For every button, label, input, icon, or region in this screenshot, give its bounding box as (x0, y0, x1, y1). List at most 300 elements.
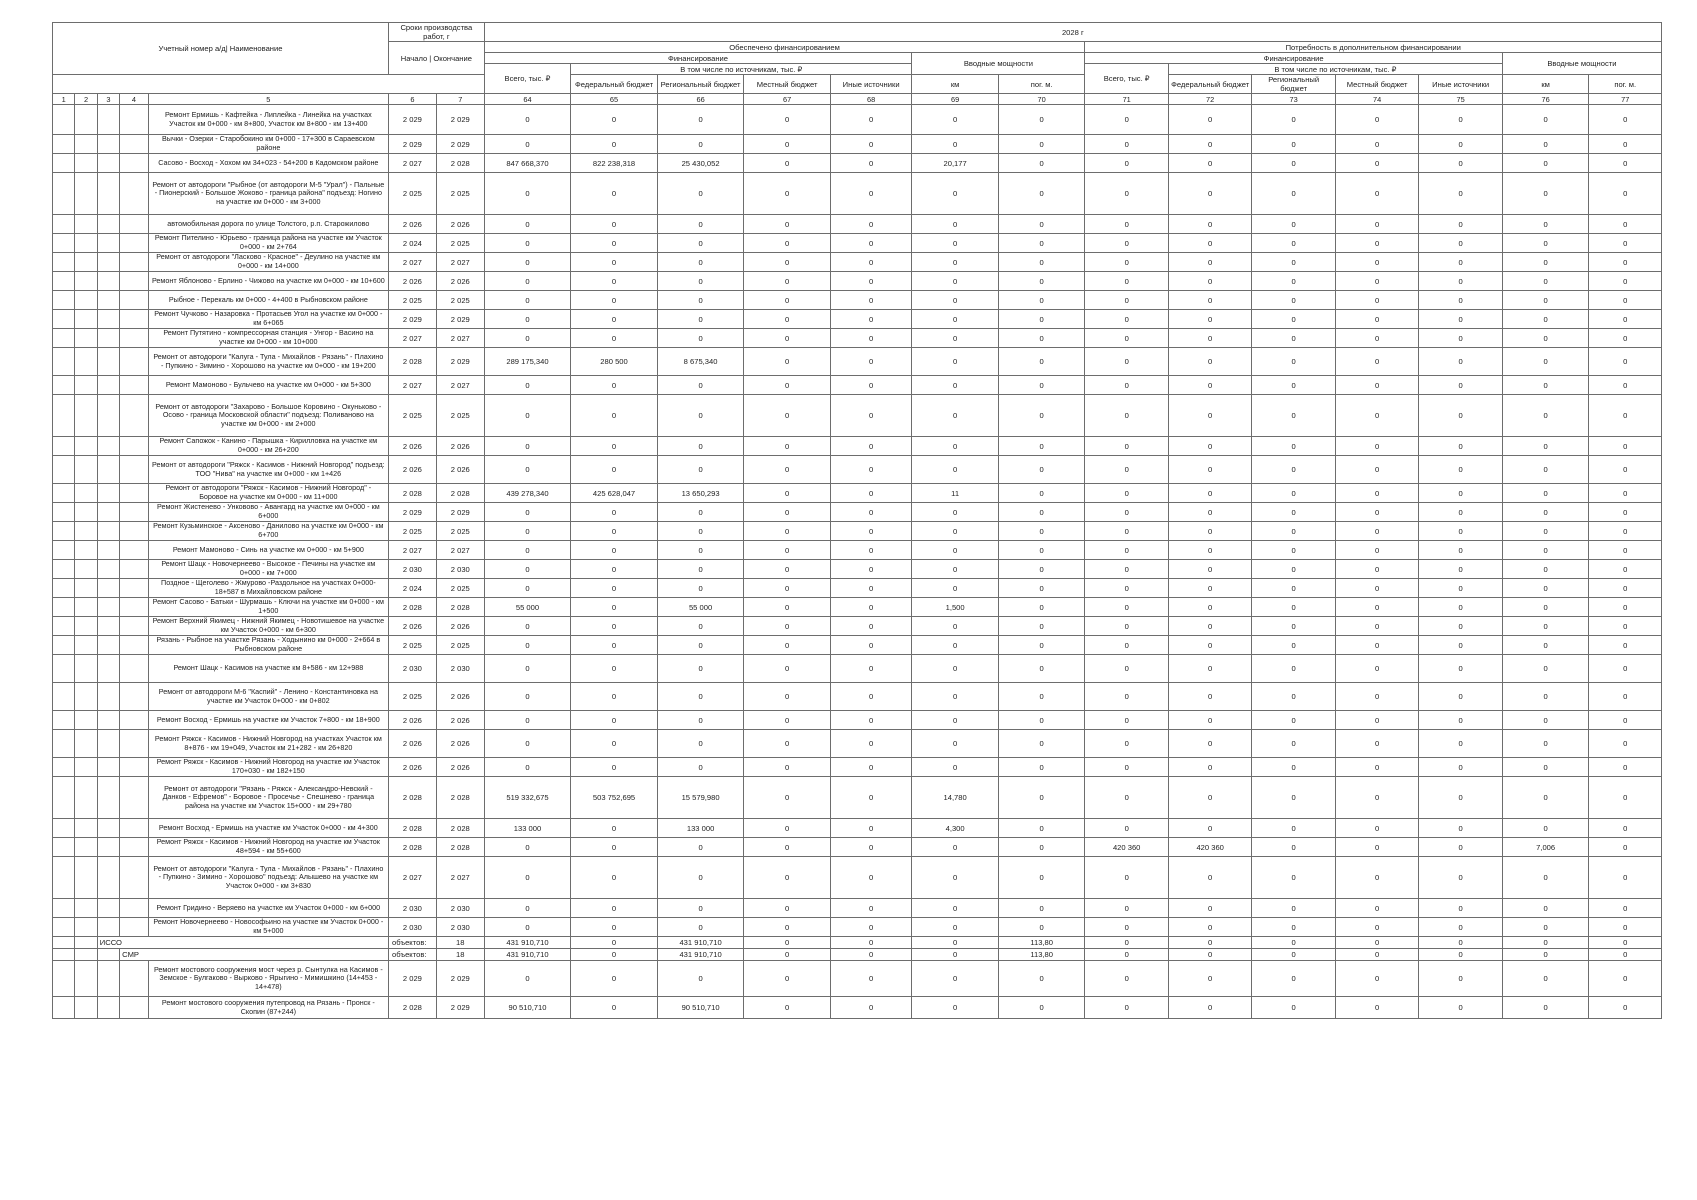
financing-table (52, 22, 1662, 1019)
object-name-cell: Рыбное - Перекаль км 0+000 - 4+400 в Рыбновском районе (148, 291, 388, 310)
value-cell: 0 (1168, 272, 1251, 291)
index-cell (97, 598, 119, 617)
end-year-cell: 2 029 (436, 105, 484, 135)
value-cell: 0 (1168, 579, 1251, 598)
value-cell: 0 (657, 291, 744, 310)
value-cell: 0 (1502, 937, 1589, 949)
value-cell: 0 (912, 522, 999, 541)
value-cell: 0 (1335, 655, 1418, 683)
index-cell (120, 918, 149, 937)
value-cell: 0 (1252, 579, 1335, 598)
value-cell: 0 (998, 215, 1085, 234)
object-name-cell: Ремонт Пителино - Юрьево - граница района на участке км Участок 0+000 - км 2+764 (148, 234, 388, 253)
start-year-cell: 2 025 (389, 522, 437, 541)
index-cell (75, 329, 97, 348)
value-cell: 0 (1419, 215, 1502, 234)
value-cell: 0 (998, 579, 1085, 598)
need-input-header: Вводные мощности (1502, 53, 1661, 75)
index-cell (53, 348, 75, 376)
value-cell: 0 (830, 376, 911, 395)
value-cell: 0 (1252, 560, 1335, 579)
index-cell (75, 310, 97, 329)
value-cell: 0 (571, 961, 658, 997)
value-cell: 0 (998, 522, 1085, 541)
start-year-cell: 2 029 (389, 961, 437, 997)
value-cell: 0 (1502, 395, 1589, 437)
index-cell (97, 522, 119, 541)
table-row (53, 329, 1662, 348)
index-cell (120, 997, 149, 1019)
value-cell: 0 (571, 758, 658, 777)
index-cell (120, 961, 149, 997)
index-cell (53, 683, 75, 711)
value-cell: 8 675,340 (657, 348, 744, 376)
value-cell: 0 (1252, 758, 1335, 777)
value-cell: 0 (1168, 961, 1251, 997)
value-cell: 0 (744, 541, 831, 560)
value-cell: 0 (1335, 329, 1418, 348)
index-cell (75, 961, 97, 997)
value-cell: 0 (744, 838, 831, 857)
value-cell: 0 (657, 636, 744, 655)
value-cell: 0 (1252, 456, 1335, 484)
value-cell: 0 (1335, 997, 1418, 1019)
index-cell (53, 291, 75, 310)
value-cell: 0 (571, 105, 658, 135)
value-cell: 0 (912, 234, 999, 253)
value-cell: 0 (998, 758, 1085, 777)
index-cell (53, 395, 75, 437)
start-year-cell: 2 028 (389, 838, 437, 857)
value-cell: 0 (484, 560, 571, 579)
object-name-cell: Ремонт Ермишь - Кафтейка - Липлейка - Линейка на участках Участок км 0+000 - км 8+800, Участок км 8+800 - км 13+400 (148, 105, 388, 135)
value-cell: 0 (657, 655, 744, 683)
value-cell: 425 628,047 (571, 484, 658, 503)
value-cell: 0 (1168, 456, 1251, 484)
table-row (53, 711, 1662, 730)
value-cell: 0 (1168, 135, 1251, 154)
value-cell: 0 (657, 234, 744, 253)
table-row (53, 348, 1662, 376)
value-cell: 0 (744, 819, 831, 838)
secured-km-header: км (912, 75, 999, 94)
value-cell: 0 (1085, 348, 1168, 376)
object-name-cell: Сасово - Восход - Хохом км 34+023 - 54+200 в Кадомском районе (148, 154, 388, 173)
value-cell: 0 (830, 655, 911, 683)
value-cell: 0 (912, 655, 999, 683)
index-cell (97, 329, 119, 348)
column-number: 75 (1419, 94, 1502, 105)
value-cell: 0 (998, 437, 1085, 456)
value-cell: 20,177 (912, 154, 999, 173)
value-cell: 0 (1589, 484, 1662, 503)
start-year-cell: 2 025 (389, 173, 437, 215)
value-cell: 0 (744, 154, 831, 173)
value-cell: 0 (1419, 711, 1502, 730)
value-cell: 431 910,710 (657, 949, 744, 961)
index-cell (75, 456, 97, 484)
value-cell: 0 (1502, 730, 1589, 758)
value-cell: 0 (1335, 376, 1418, 395)
value-cell: 0 (1085, 503, 1168, 522)
value-cell: 0 (1168, 253, 1251, 272)
object-name-cell: Ремонт Чучково - Назаровка - Протасьев Угол на участке км 0+000 - км 6+065 (148, 310, 388, 329)
object-name-cell: Ремонт от автодороги "Ряжск - Касимов - Нижний Новгород" подъезд: ТОО "Нива" на участке км 0+000 - км 1+426 (148, 456, 388, 484)
value-cell: 0 (830, 857, 911, 899)
index-cell (120, 730, 149, 758)
value-cell: 0 (657, 173, 744, 215)
index-cell (75, 437, 97, 456)
index-cell (120, 105, 149, 135)
value-cell: 0 (744, 348, 831, 376)
value-cell: 0 (657, 838, 744, 857)
column-number-row (53, 94, 1662, 105)
value-cell: 0 (912, 253, 999, 272)
value-cell: 0 (1168, 949, 1251, 961)
index-cell (75, 560, 97, 579)
value-cell: 0 (1589, 253, 1662, 272)
end-year-cell: 2 027 (436, 253, 484, 272)
index-cell (97, 819, 119, 838)
value-cell: 0 (1085, 937, 1168, 949)
value-cell: 0 (998, 456, 1085, 484)
secured-pm-header: пог. м. (998, 75, 1085, 94)
value-cell: 0 (657, 215, 744, 234)
column-number: 65 (571, 94, 658, 105)
value-cell: 0 (571, 541, 658, 560)
value-cell: 0 (1085, 560, 1168, 579)
table-row (53, 215, 1662, 234)
value-cell: 0 (998, 376, 1085, 395)
object-name-cell: Вычки - Озерки - Старобокино км 0+000 - 17+300 в Сараевском районе (148, 135, 388, 154)
index-cell (120, 522, 149, 541)
index-cell (75, 105, 97, 135)
value-cell: 0 (744, 105, 831, 135)
end-year-cell: 2 025 (436, 234, 484, 253)
start-year-cell: 2 030 (389, 918, 437, 937)
index-cell (53, 541, 75, 560)
value-cell: 0 (1419, 376, 1502, 395)
value-cell: 0 (1168, 683, 1251, 711)
value-cell: 0 (912, 105, 999, 135)
value-cell: 0 (1168, 598, 1251, 617)
value-cell: 0 (571, 949, 658, 961)
value-cell: 0 (1335, 560, 1418, 579)
value-cell: 0 (1335, 135, 1418, 154)
value-cell: 0 (1252, 937, 1335, 949)
value-cell: 0 (1589, 105, 1662, 135)
issso-summary-row (53, 937, 1662, 949)
value-cell: 0 (1589, 503, 1662, 522)
value-cell: 0 (1168, 541, 1251, 560)
value-cell: 280 500 (571, 348, 658, 376)
value-cell: 0 (1335, 437, 1418, 456)
value-cell: 0 (484, 105, 571, 135)
value-cell: 0 (912, 918, 999, 937)
value-cell: 0 (830, 961, 911, 997)
start-year-cell: 2 027 (389, 541, 437, 560)
value-cell: 0 (1252, 918, 1335, 937)
end-year-cell: 2 027 (436, 329, 484, 348)
value-cell: 0 (912, 395, 999, 437)
value-cell: 0 (744, 683, 831, 711)
value-cell: 0 (1589, 857, 1662, 899)
start-year-cell: 2 026 (389, 437, 437, 456)
table-row (53, 655, 1662, 683)
end-year-cell: 2 027 (436, 857, 484, 899)
value-cell: 0 (830, 758, 911, 777)
value-cell: 0 (1419, 272, 1502, 291)
object-name-cell: Ремонт Восход - Ермишь на участке км Участок 0+000 - км 4+300 (148, 819, 388, 838)
index-cell (53, 456, 75, 484)
value-cell: 0 (1335, 215, 1418, 234)
value-cell: 0 (571, 395, 658, 437)
value-cell: 0 (1589, 949, 1662, 961)
value-cell: 0 (1419, 579, 1502, 598)
value-cell: 0 (571, 598, 658, 617)
value-cell: 0 (830, 997, 911, 1019)
table-row (53, 503, 1662, 522)
value-cell: 0 (1419, 253, 1502, 272)
value-cell: 0 (1502, 253, 1589, 272)
value-cell: 0 (1085, 376, 1168, 395)
column-number: 71 (1085, 94, 1168, 105)
value-cell: 0 (1335, 291, 1418, 310)
index-cell (97, 918, 119, 937)
value-cell: 0 (830, 949, 911, 961)
index-cell (75, 291, 97, 310)
value-cell: 0 (1252, 173, 1335, 215)
value-cell: 0 (1419, 730, 1502, 758)
secured-federal-header: Федеральный бюджет (571, 75, 658, 94)
value-cell: 0 (1502, 348, 1589, 376)
value-cell: 0 (744, 730, 831, 758)
index-cell (97, 395, 119, 437)
index-cell (53, 857, 75, 899)
end-year-cell: 2 026 (436, 272, 484, 291)
index-cell (97, 730, 119, 758)
value-cell: 0 (912, 376, 999, 395)
value-cell: 0 (1252, 655, 1335, 683)
end-year-cell: 2 027 (436, 541, 484, 560)
value-cell: 0 (912, 310, 999, 329)
index-cell (53, 154, 75, 173)
value-cell: 0 (484, 291, 571, 310)
value-cell: 0 (571, 997, 658, 1019)
index-cell (75, 777, 97, 819)
index-cell (97, 310, 119, 329)
value-cell: 0 (912, 937, 999, 949)
index-cell (75, 819, 97, 838)
value-cell: 0 (484, 838, 571, 857)
value-cell: 0 (1502, 918, 1589, 937)
start-year-cell: 2 027 (389, 376, 437, 395)
value-cell: 0 (830, 730, 911, 758)
value-cell: 0 (830, 456, 911, 484)
value-cell: 0 (1589, 154, 1662, 173)
start-year-cell: 2 026 (389, 456, 437, 484)
value-cell: 0 (1168, 777, 1251, 819)
value-cell: 0 (744, 173, 831, 215)
value-cell: 0 (1335, 484, 1418, 503)
value-cell: 0 (1335, 777, 1418, 819)
value-cell: 439 278,340 (484, 484, 571, 503)
object-name-cell: Ремонт Сасово - Батьки - Шурмашь - Ключи на участке км 0+000 - км 1+500 (148, 598, 388, 617)
start-year-cell: 2 027 (389, 329, 437, 348)
end-year-cell: 2 025 (436, 173, 484, 215)
table-row (53, 456, 1662, 484)
index-cell (75, 655, 97, 683)
value-cell: 0 (1502, 819, 1589, 838)
value-cell: 0 (1502, 758, 1589, 777)
value-cell: 0 (1335, 234, 1418, 253)
object-name-cell: Поздное - Щеголево - Жмурово -Раздольное на участках 0+000-18+587 в Михайловском районе (148, 579, 388, 598)
value-cell: 0 (912, 857, 999, 899)
value-cell: 0 (1252, 636, 1335, 655)
index-cell (53, 329, 75, 348)
index-cell (53, 105, 75, 135)
value-cell: 0 (1252, 105, 1335, 135)
value-cell: 0 (744, 777, 831, 819)
index-cell (75, 937, 97, 949)
index-cell (120, 857, 149, 899)
value-cell: 0 (1419, 522, 1502, 541)
index-cell (97, 503, 119, 522)
index-cell (75, 484, 97, 503)
value-cell: 0 (1252, 348, 1335, 376)
value-cell: 0 (657, 617, 744, 636)
value-cell: 0 (998, 857, 1085, 899)
value-cell: 0 (657, 522, 744, 541)
value-cell: 0 (998, 838, 1085, 857)
value-cell: 0 (744, 135, 831, 154)
value-cell: 113,80 (998, 937, 1085, 949)
index-cell (120, 437, 149, 456)
index-cell (120, 777, 149, 819)
index-cell (97, 376, 119, 395)
value-cell: 0 (657, 730, 744, 758)
value-cell: 0 (1419, 154, 1502, 173)
index-cell (120, 234, 149, 253)
object-name-cell: Ремонт Восход - Ермишь на участке км Участок 7+800 - км 18+900 (148, 711, 388, 730)
value-cell: 0 (912, 636, 999, 655)
year-header: 2028 г (484, 23, 1661, 42)
value-cell: 0 (657, 329, 744, 348)
index-cell (53, 173, 75, 215)
value-cell: 0 (912, 683, 999, 711)
value-cell: 11 (912, 484, 999, 503)
value-cell: 0 (830, 711, 911, 730)
value-cell: 0 (571, 215, 658, 234)
value-cell: 289 175,340 (484, 348, 571, 376)
value-cell: 0 (1419, 636, 1502, 655)
value-cell: 0 (1085, 857, 1168, 899)
value-cell: 0 (830, 348, 911, 376)
value-cell: 0 (571, 437, 658, 456)
value-cell: 0 (1252, 484, 1335, 503)
value-cell: 0 (912, 329, 999, 348)
index-cell (120, 819, 149, 838)
value-cell: 0 (1168, 154, 1251, 173)
value-cell: 0 (1589, 711, 1662, 730)
value-cell: 0 (1252, 329, 1335, 348)
value-cell: 0 (1085, 683, 1168, 711)
value-cell: 0 (571, 253, 658, 272)
value-cell: 0 (657, 456, 744, 484)
value-cell: 0 (484, 503, 571, 522)
object-name-cell: Ремонт от автодороги "Ряжск - Касимов - Нижний Новгород" - Боровое на участке км 0+000 - км 11+000 (148, 484, 388, 503)
value-cell: 0 (744, 234, 831, 253)
column-number: 76 (1502, 94, 1589, 105)
value-cell: 0 (912, 272, 999, 291)
value-cell: 0 (571, 560, 658, 579)
index-cell (75, 173, 97, 215)
index-cell (120, 560, 149, 579)
start-end-header: Начало | Окончание (389, 42, 485, 75)
index-cell (75, 579, 97, 598)
index-cell (53, 937, 75, 949)
value-cell: 0 (1502, 234, 1589, 253)
value-cell: 0 (912, 949, 999, 961)
value-cell: 0 (1168, 730, 1251, 758)
value-cell: 0 (1419, 135, 1502, 154)
value-cell: 1,500 (912, 598, 999, 617)
value-cell: 0 (1085, 819, 1168, 838)
value-cell: 0 (1419, 819, 1502, 838)
index-cell (120, 173, 149, 215)
value-cell: 0 (1335, 456, 1418, 484)
value-cell: 0 (484, 522, 571, 541)
value-cell: 0 (571, 310, 658, 329)
need-financing-header: Финансирование (1085, 53, 1502, 64)
value-cell: 0 (571, 329, 658, 348)
value-cell: 0 (1335, 272, 1418, 291)
end-year-cell: 2 026 (436, 456, 484, 484)
value-cell: 0 (657, 560, 744, 579)
start-year-cell: 2 028 (389, 819, 437, 838)
column-number: 6 (389, 94, 437, 105)
value-cell: 0 (1589, 636, 1662, 655)
value-cell: 0 (1085, 758, 1168, 777)
smr-label: СМР (120, 949, 389, 961)
index-cell (120, 310, 149, 329)
value-cell: 0 (830, 503, 911, 522)
value-cell: 0 (998, 598, 1085, 617)
header-spacer (53, 75, 485, 94)
table-row (53, 758, 1662, 777)
value-cell: 0 (998, 961, 1085, 997)
value-cell: 0 (484, 617, 571, 636)
value-cell: 0 (998, 135, 1085, 154)
value-cell: 0 (1335, 683, 1418, 711)
value-cell: 0 (1252, 899, 1335, 918)
secured-regional-header: Региональный бюджет (657, 75, 744, 94)
value-cell: 0 (1419, 937, 1502, 949)
object-name-cell: Ремонт Путятино - компрессорная станция - Унгор - Васино на участке км 0+000 - км 10+000 (148, 329, 388, 348)
end-year-cell: 2 029 (436, 135, 484, 154)
value-cell: 0 (998, 484, 1085, 503)
end-year-cell: 2 025 (436, 579, 484, 598)
value-cell: 0 (744, 376, 831, 395)
value-cell: 822 238,318 (571, 154, 658, 173)
value-cell: 0 (998, 173, 1085, 215)
end-year-cell: 2 026 (436, 683, 484, 711)
index-cell (97, 541, 119, 560)
object-name-cell: Ремонт Гридино - Веряево на участке км Участок 0+000 - км 6+000 (148, 899, 388, 918)
financing-table-sheet (52, 22, 1662, 1019)
value-cell: 0 (744, 598, 831, 617)
value-cell: 0 (1335, 937, 1418, 949)
